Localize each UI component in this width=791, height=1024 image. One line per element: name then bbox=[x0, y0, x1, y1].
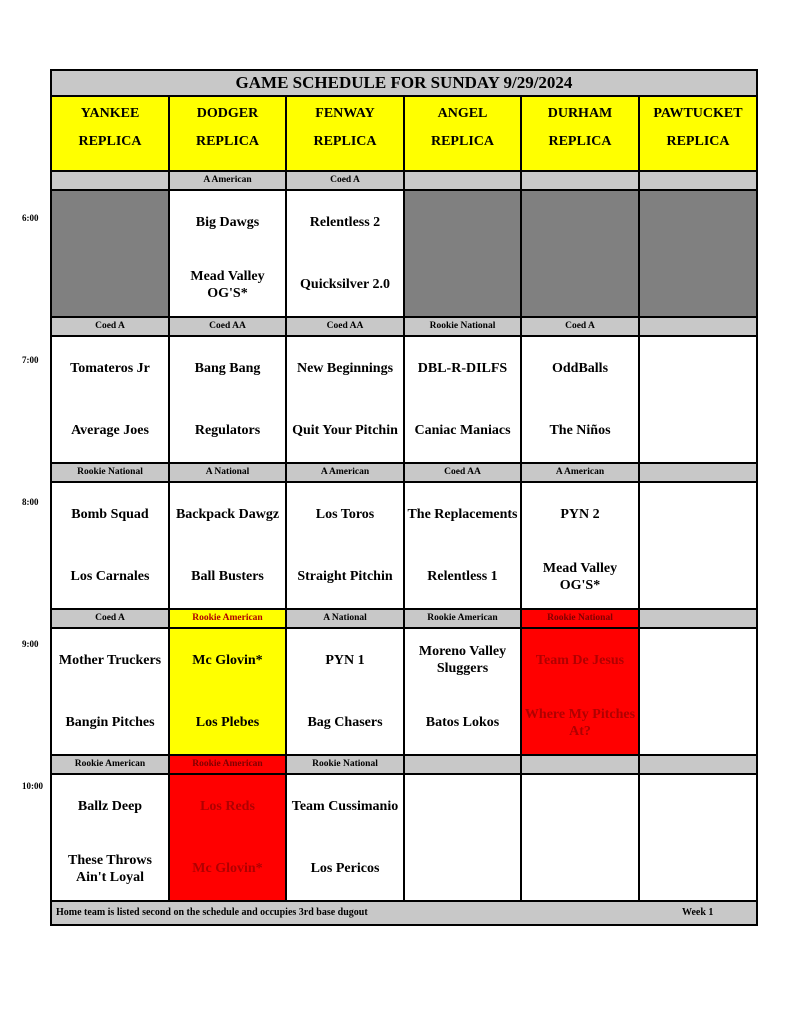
team-bottom: Los Plebes bbox=[195, 715, 260, 731]
team-top: Backpack Dawgz bbox=[175, 506, 280, 522]
game-cell bbox=[287, 483, 405, 608]
team-bottom: Los Pericos bbox=[310, 861, 380, 877]
game-cell bbox=[522, 775, 640, 900]
game-cell bbox=[640, 337, 756, 462]
game-cell bbox=[405, 337, 522, 462]
team-bottom: Mead Valley OG'S* bbox=[542, 560, 618, 593]
division-label: Rookie American bbox=[405, 610, 522, 627]
team-bottom: Quit Your Pitchin bbox=[292, 423, 398, 439]
team-top bbox=[640, 337, 756, 400]
game-cell bbox=[52, 191, 170, 316]
team-bottom bbox=[522, 838, 638, 901]
division-label: Rookie National bbox=[52, 464, 170, 481]
team-bottom bbox=[405, 838, 520, 901]
footer-note: Home team is listed second on the schedule and occupies 3rd base dugout bbox=[56, 907, 368, 918]
team-bottom: The Niños bbox=[549, 423, 611, 439]
team-top: DBL-R-DILFS bbox=[417, 360, 508, 376]
game-cell bbox=[405, 775, 522, 900]
division-label bbox=[640, 318, 756, 335]
division-label bbox=[522, 756, 640, 773]
team-top bbox=[640, 191, 756, 254]
division-label: Rookie American bbox=[52, 756, 170, 773]
team-bottom bbox=[640, 838, 756, 901]
division-label: A National bbox=[287, 610, 405, 627]
team-top: Los Toros bbox=[315, 506, 375, 522]
team-bottom bbox=[640, 692, 756, 755]
division-row bbox=[52, 172, 756, 191]
game-cell bbox=[522, 337, 640, 462]
team-top: Moreno Valley Sluggers bbox=[418, 644, 507, 677]
game-cell bbox=[405, 191, 522, 316]
team-bottom: Caniac Maniacs bbox=[414, 423, 511, 439]
game-cell bbox=[170, 483, 287, 608]
week-label: Week 1 bbox=[682, 907, 714, 918]
team-bottom: Ball Busters bbox=[191, 569, 264, 585]
game-cell bbox=[522, 483, 640, 608]
page-title: GAME SCHEDULE FOR SUNDAY 9/29/2024 bbox=[52, 71, 756, 97]
division-label: Rookie National bbox=[287, 756, 405, 773]
team-bottom bbox=[640, 254, 756, 317]
time-label: 10:00 bbox=[22, 781, 43, 791]
team-bottom: Mead Valley OG'S* bbox=[190, 268, 265, 301]
team-top: Big Dawgs bbox=[195, 214, 260, 230]
team-bottom: Regulators bbox=[194, 423, 261, 439]
division-label bbox=[640, 464, 756, 481]
field-header: ANGEL REPLICA bbox=[405, 97, 522, 170]
time-slot-row bbox=[52, 775, 756, 902]
division-label: Coed A bbox=[52, 318, 170, 335]
schedule-footer bbox=[52, 902, 756, 924]
time-label: 7:00 bbox=[22, 355, 39, 365]
division-label bbox=[640, 756, 756, 773]
team-top bbox=[52, 191, 168, 254]
team-bottom bbox=[52, 254, 168, 317]
division-label: A American bbox=[287, 464, 405, 481]
team-bottom bbox=[405, 254, 520, 317]
game-cell bbox=[640, 191, 756, 316]
team-bottom: Straight Pitchin bbox=[297, 569, 393, 585]
team-top: Los Reds bbox=[200, 798, 255, 814]
time-label: 8:00 bbox=[22, 497, 39, 507]
game-cell bbox=[640, 483, 756, 608]
team-top bbox=[640, 775, 756, 838]
division-label bbox=[640, 610, 756, 627]
division-label: Coed AA bbox=[405, 464, 522, 481]
team-top: Tomateros Jr bbox=[70, 360, 150, 376]
game-cell bbox=[52, 337, 170, 462]
team-top bbox=[405, 775, 520, 838]
team-bottom: Batos Lokos bbox=[425, 715, 500, 731]
division-label bbox=[522, 172, 640, 189]
game-cell bbox=[522, 191, 640, 316]
game-cell bbox=[170, 191, 287, 316]
team-top: Bang Bang bbox=[194, 360, 261, 376]
team-bottom: Bag Chasers bbox=[307, 715, 383, 731]
game-cell bbox=[52, 775, 170, 900]
team-top bbox=[522, 191, 638, 254]
team-bottom: Relentless 1 bbox=[427, 569, 498, 585]
division-label: Rookie American bbox=[170, 610, 287, 627]
division-label: Rookie National bbox=[405, 318, 522, 335]
division-label: A American bbox=[522, 464, 640, 481]
team-top: Team Cussimanio bbox=[291, 798, 399, 814]
game-cell bbox=[640, 629, 756, 754]
game-cell bbox=[52, 483, 170, 608]
game-cell bbox=[405, 483, 522, 608]
division-label: A American bbox=[170, 172, 287, 189]
game-cell bbox=[287, 629, 405, 754]
team-top: Bomb Squad bbox=[71, 506, 149, 522]
time-slot-row bbox=[52, 483, 756, 610]
division-label bbox=[52, 172, 170, 189]
time-label: 9:00 bbox=[22, 639, 39, 649]
team-bottom: Where My Pitches At? bbox=[524, 706, 636, 739]
game-cell bbox=[405, 629, 522, 754]
field-header: DODGER REPLICA bbox=[170, 97, 287, 170]
division-label bbox=[405, 756, 522, 773]
division-label bbox=[405, 172, 522, 189]
division-label: Rookie American bbox=[170, 756, 287, 773]
time-slot-row bbox=[52, 337, 756, 464]
field-header: FENWAY REPLICA bbox=[287, 97, 405, 170]
division-label bbox=[640, 172, 756, 189]
game-cell bbox=[170, 775, 287, 900]
division-label: Rookie National bbox=[522, 610, 640, 627]
game-cell bbox=[522, 629, 640, 754]
division-label: Coed A bbox=[522, 318, 640, 335]
game-cell bbox=[287, 337, 405, 462]
time-slot-row bbox=[52, 191, 756, 318]
team-top bbox=[640, 629, 756, 692]
team-bottom: Quicksilver 2.0 bbox=[300, 277, 390, 293]
game-cell bbox=[170, 629, 287, 754]
game-cell bbox=[170, 337, 287, 462]
team-bottom bbox=[640, 400, 756, 463]
field-header-row bbox=[52, 97, 756, 172]
division-row bbox=[52, 610, 756, 629]
team-bottom bbox=[522, 254, 638, 317]
field-header: YANKEE REPLICA bbox=[52, 97, 170, 170]
team-bottom: Mc Glovin* bbox=[192, 861, 263, 877]
division-row bbox=[52, 464, 756, 483]
time-label: 6:00 bbox=[22, 213, 39, 223]
team-top: The Replacements bbox=[407, 506, 518, 522]
division-label: Coed AA bbox=[287, 318, 405, 335]
time-slot-row bbox=[52, 629, 756, 756]
team-top: New Beginnings bbox=[296, 360, 394, 376]
team-top bbox=[522, 775, 638, 838]
team-top: Relentless 2 bbox=[309, 214, 381, 230]
game-cell bbox=[287, 775, 405, 900]
team-bottom: Bangin Pitches bbox=[65, 715, 155, 731]
division-row bbox=[52, 756, 756, 775]
team-top bbox=[640, 483, 756, 546]
game-cell bbox=[640, 775, 756, 900]
division-row bbox=[52, 318, 756, 337]
field-header: PAWTUCKET REPLICA bbox=[640, 97, 756, 170]
team-top: Mc Glovin* bbox=[192, 652, 263, 668]
team-top: PYN 2 bbox=[560, 506, 600, 522]
team-bottom: Average Joes bbox=[71, 423, 149, 439]
game-cell bbox=[52, 629, 170, 754]
division-label: Coed AA bbox=[170, 318, 287, 335]
schedule-table bbox=[50, 69, 758, 926]
team-top: Ballz Deep bbox=[77, 798, 143, 814]
division-label: Coed A bbox=[287, 172, 405, 189]
division-label: A National bbox=[170, 464, 287, 481]
field-header: DURHAM REPLICA bbox=[522, 97, 640, 170]
team-bottom: Los Carnales bbox=[70, 569, 150, 585]
team-top: Team De Jesus bbox=[535, 652, 625, 668]
team-top: OddBalls bbox=[551, 360, 609, 376]
team-bottom bbox=[640, 546, 756, 609]
game-cell bbox=[287, 191, 405, 316]
team-top: Mother Truckers bbox=[58, 652, 162, 668]
team-top: PYN 1 bbox=[325, 652, 365, 668]
team-top bbox=[405, 191, 520, 254]
team-bottom: These Throws Ain't Loyal bbox=[68, 852, 152, 885]
division-label: Coed A bbox=[52, 610, 170, 627]
